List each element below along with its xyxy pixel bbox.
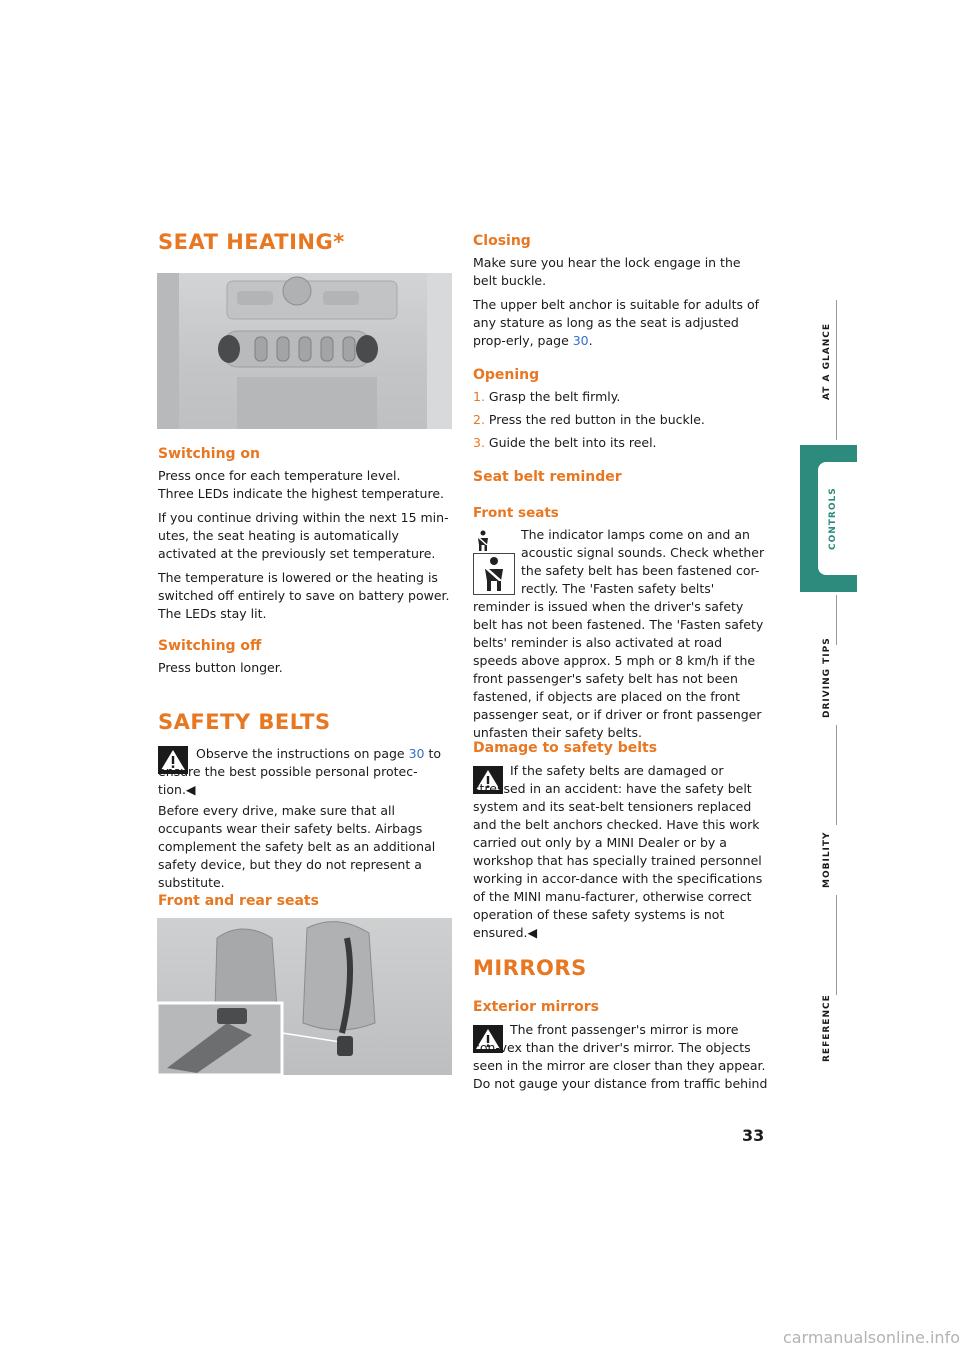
- belts-warning: [158, 745, 450, 799]
- paragraph: Press once for each temperature level.: [158, 468, 401, 483]
- paragraph: Press button longer.: [158, 660, 283, 675]
- page-link[interactable]: 30: [572, 333, 589, 348]
- seat-belt-photo: [157, 918, 452, 1075]
- tab-divider: [836, 595, 837, 645]
- float-spacer: [473, 526, 521, 596]
- paragraph: If the safety belts are damaged or stressed in an accident: have the safety belt system and its seat-belt tensioners replaced and the belt anchors checked. Have this work carried out only by a MINI Dealer or by a workshop that has specially trained personnel working in accor-dance with the specifications of the MINI manu-facturer, otherwise correct operation of these safety systems is not ensured.◀: [473, 763, 763, 940]
- paragraph: The temperature is lowered or the heating is switched off entirely to save on battery power. The LEDs stay lit.: [158, 570, 450, 621]
- safety-belts-title: SAFETY BELTS: [158, 710, 331, 734]
- opening-steps: [473, 388, 768, 457]
- front-seats-body: [473, 526, 768, 742]
- closing-heading: Closing: [473, 233, 531, 249]
- step-text: Guide the belt into its reel.: [488, 435, 657, 450]
- tab-at-a-glance[interactable]: AT A GLANCE: [822, 322, 832, 400]
- page-number: 33: [742, 1126, 765, 1145]
- paragraph: [473, 296, 768, 350]
- tab-divider: [836, 725, 837, 825]
- seat-heating-photo: [157, 273, 452, 429]
- step-number: 2.: [473, 412, 485, 427]
- paragraph: If you continue driving within the next 15 min-utes, the seat heating is automatically activated at the previously set temperature.: [158, 510, 449, 561]
- seat-belt-reminder-heading: Seat belt reminder: [473, 469, 622, 485]
- paragraph: Three LEDs indicate the highest temperature.: [158, 486, 445, 501]
- step-text: Grasp the belt firmly.: [488, 389, 621, 404]
- step-text: Press the red button in the buckle.: [488, 412, 705, 427]
- text-span: .: [588, 333, 593, 348]
- page-link[interactable]: 30: [408, 746, 425, 761]
- step-number: 1.: [473, 389, 485, 404]
- text-span: to ensure the best possible personal protec-tion.◀: [158, 746, 442, 797]
- tab-divider: [836, 300, 837, 440]
- paragraph: Make sure you hear the lock engage in the belt buckle.: [473, 255, 741, 288]
- tab-divider: [836, 895, 837, 995]
- text-span: Observe the instructions on page: [196, 746, 409, 761]
- tab-mobility[interactable]: MOBILITY: [822, 831, 832, 888]
- front-seats-heading: Front seats: [473, 505, 559, 521]
- seat-heating-title: SEAT HEATING*: [158, 230, 345, 254]
- paragraph: The front passenger's mirror is more con-vex than the driver's mirror. The objects seen in the mirror are closer than they appear. Do not gauge your distance from traffic behind: [473, 1022, 768, 1091]
- mirrors-title: MIRRORS: [473, 956, 587, 980]
- seats-illustration: [157, 918, 452, 1075]
- paragraph: Before every drive, make sure that all occupants wear their safety belts. Airbags complement the safety belt as an additional safety device, but they do not represent a substitute.: [158, 803, 436, 890]
- list-item: [473, 434, 768, 452]
- warning-text: [158, 745, 450, 799]
- text-span: The upper belt anchor is suitable for adults of any stature as long as the seat is adjusted prop-erly, page: [473, 297, 760, 348]
- step-number: 3.: [473, 435, 485, 450]
- tab-reference[interactable]: REFERENCE: [822, 994, 832, 1062]
- front-rear-seats-heading: Front and rear seats: [158, 893, 319, 909]
- closing-body: [473, 254, 768, 350]
- opening-heading: Opening: [473, 367, 540, 383]
- damage-heading: Damage to safety belts: [473, 740, 658, 756]
- list-item: [473, 411, 768, 429]
- tab-driving-tips[interactable]: DRIVING TIPS: [822, 637, 832, 718]
- paragraph: The indicator lamps come on and an acoustic signal sounds. Check whether the safety belt has been fastened cor-rectly. The 'Fasten safety belts' reminder is issued when the driver's safety belt has not been fastened. The 'Fasten safety belts' reminder is also activated at road speeds above approx. 5 mph or 8 km/h if the front passenger's safety belt has not been fastened, if objects are placed on the front passenger seat, or if driver or front passenger unfasten their safety belts.: [473, 527, 765, 740]
- switching-on-body: [158, 467, 450, 623]
- list-item: [473, 388, 768, 406]
- exterior-mirrors-heading: Exterior mirrors: [473, 999, 599, 1015]
- switching-on-heading: Switching on: [158, 446, 261, 462]
- switching-off-heading: Switching off: [158, 638, 262, 654]
- watermark: carmanualsonline.info: [782, 1328, 960, 1347]
- tab-controls[interactable]: CONTROLS: [828, 487, 838, 550]
- center-console-illustration: [157, 273, 452, 429]
